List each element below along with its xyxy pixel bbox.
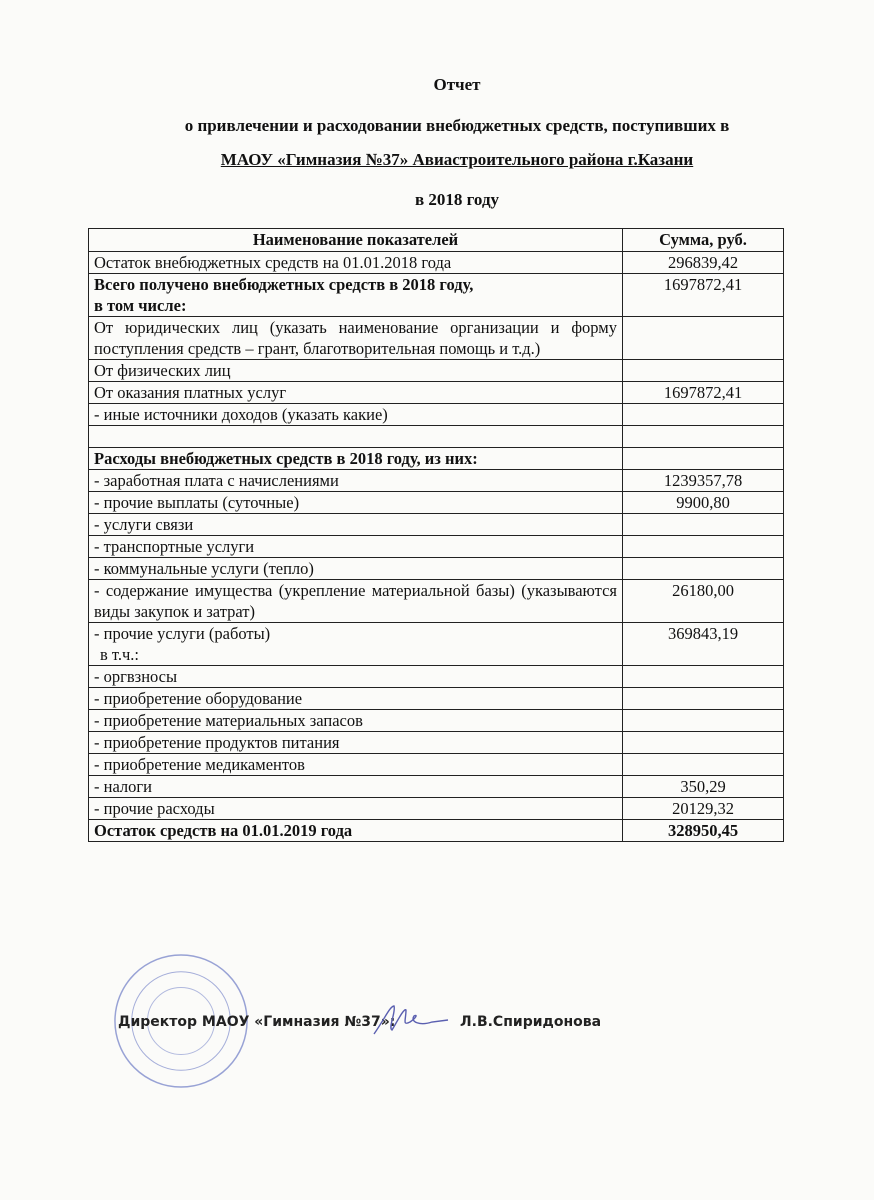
table-row — [89, 382, 784, 404]
table-row — [89, 798, 784, 820]
table-row — [89, 732, 784, 754]
row-name-text: - прочие выплаты (суточные) — [94, 493, 300, 512]
row-value — [623, 404, 784, 426]
row-name-text: Расходы внебюджетных средств в 2018 году, из них: — [94, 449, 478, 468]
organization-name: МАОУ «Гимназия №37» Авиастроительного района г.Казани — [220, 150, 694, 169]
row-value: 9900,80 — [623, 492, 784, 514]
row-name-text: - приобретение медикаментов — [94, 755, 305, 774]
row-value — [623, 666, 784, 688]
row-value — [623, 317, 784, 360]
row-value: 1239357,78 — [623, 470, 784, 492]
row-name-text: - содержание имущества (укрепление материальной базы) (указываются виды закупок и затрат) — [94, 581, 617, 621]
row-name — [89, 360, 623, 382]
row-name — [89, 776, 623, 798]
row-name — [89, 426, 623, 448]
row-value — [623, 710, 784, 732]
row-name-text: - транспортные услуги — [94, 537, 255, 556]
director-position: Директор МАОУ «Гимназия №37»: — [118, 1014, 396, 1030]
row-name — [89, 580, 623, 623]
row-value — [623, 754, 784, 776]
row-name-text: - оргвзносы — [94, 667, 178, 686]
table-row — [89, 404, 784, 426]
row-name-text: Остаток средств на 01.01.2019 года — [94, 821, 353, 840]
table-body — [89, 252, 784, 842]
row-name — [89, 754, 623, 776]
row-name-text: От юридических лиц (указать наименование организации и форму поступления средств – грант, благотворительная помощь и т.д.) — [94, 318, 617, 358]
row-name-text: - заработная плата с начислениями — [94, 471, 339, 490]
row-name — [89, 382, 623, 404]
row-value: 328950,45 — [623, 820, 784, 842]
table-row — [89, 820, 784, 842]
row-value: 1697872,41 — [623, 274, 784, 317]
handwritten-signature — [370, 1000, 450, 1040]
table-row — [89, 623, 784, 666]
row-value: 20129,32 — [623, 798, 784, 820]
table-row — [89, 252, 784, 274]
table-row — [89, 536, 784, 558]
table-row — [89, 688, 784, 710]
table-row — [89, 360, 784, 382]
row-value — [623, 448, 784, 470]
row-name-text: - иные источники доходов (указать какие) — [94, 405, 388, 424]
table-row — [89, 514, 784, 536]
row-name-continuation: в том числе: — [94, 296, 187, 315]
row-name-text: - налоги — [94, 777, 152, 796]
table-header-row — [89, 229, 784, 252]
row-name-text: Всего получено внебюджетных средств в 2018 году, — [94, 275, 474, 294]
row-name — [89, 317, 623, 360]
row-name — [89, 404, 623, 426]
row-name — [89, 448, 623, 470]
row-name — [89, 623, 623, 666]
row-value: 1697872,41 — [623, 382, 784, 404]
row-value: 296839,42 — [623, 252, 784, 274]
row-name-text: - приобретение материальных запасов — [94, 711, 363, 730]
row-name — [89, 492, 623, 514]
report-period: в 2018 году — [414, 190, 500, 209]
table-row — [89, 448, 784, 470]
row-name — [89, 688, 623, 710]
row-value — [623, 688, 784, 710]
table-row — [89, 426, 784, 448]
row-value: 350,29 — [623, 776, 784, 798]
column-header-name: Наименование показателей — [89, 229, 623, 252]
column-header-sum: Сумма, руб. — [623, 229, 784, 252]
table-row — [89, 274, 784, 317]
row-name-text: - приобретение продуктов питания — [94, 733, 340, 752]
row-value — [623, 360, 784, 382]
row-name — [89, 558, 623, 580]
table-row — [89, 776, 784, 798]
row-value — [623, 536, 784, 558]
row-name — [89, 536, 623, 558]
row-name-continuation: в т.ч.: — [100, 645, 140, 664]
row-name — [89, 666, 623, 688]
row-name-text: От физических лиц — [94, 361, 231, 380]
row-name — [89, 470, 623, 492]
row-value — [623, 514, 784, 536]
row-value: 26180,00 — [623, 580, 784, 623]
row-name-text: Остаток внебюджетных средств на 01.01.2018 года — [94, 253, 452, 272]
row-name — [89, 710, 623, 732]
row-name — [89, 274, 623, 317]
row-name — [89, 252, 623, 274]
table-row — [89, 558, 784, 580]
row-value — [623, 558, 784, 580]
row-value — [623, 426, 784, 448]
row-name-text: - прочие расходы — [94, 799, 215, 818]
table-row — [89, 470, 784, 492]
table-row — [89, 754, 784, 776]
table-row — [89, 666, 784, 688]
table-row — [89, 492, 784, 514]
row-name — [89, 798, 623, 820]
row-value: 369843,19 — [623, 623, 784, 666]
row-name — [89, 514, 623, 536]
report-table — [88, 228, 784, 842]
row-name-text: От оказания платных услуг — [94, 383, 287, 402]
table-row — [89, 580, 784, 623]
row-name — [89, 732, 623, 754]
director-name: Л.В.Спиридонова — [460, 1014, 602, 1030]
table-row — [89, 317, 784, 360]
row-value — [623, 732, 784, 754]
table-row — [89, 710, 784, 732]
report-title: Отчет — [433, 75, 481, 94]
organization-line — [20, 150, 874, 170]
row-name-text: - коммунальные услуги (тепло) — [94, 559, 314, 578]
report-subtitle: о привлечении и расходовании внебюджетных средств, поступивших в — [184, 116, 730, 135]
row-name-text: - приобретение оборудование — [94, 689, 303, 708]
row-name — [89, 820, 623, 842]
row-name-text: - прочие услуги (работы) — [94, 624, 271, 643]
row-name-text: - услуги связи — [94, 515, 194, 534]
